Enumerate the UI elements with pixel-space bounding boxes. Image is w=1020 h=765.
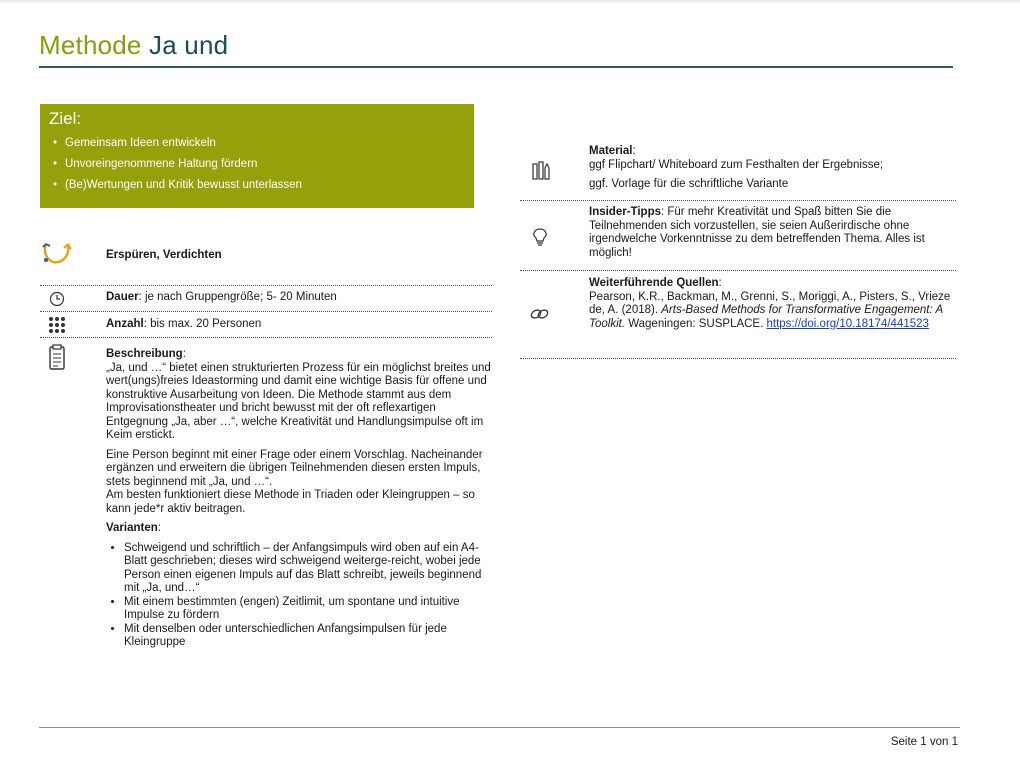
title-part-2: Ja und [141,30,229,60]
divider [40,337,492,338]
goal-heading: Ziel: [49,109,82,128]
count-label: Anzahl [106,318,144,330]
title-rule [39,66,953,68]
material-text: Material: ggf Flipchart/ Whiteboard zum Festhalten der Ergebnisse; ggf. Vorlage für die schriftliche Variante [589,145,956,192]
description-paragraph: „Ja, und …“ bietet einen strukturierten Prozess für ein möglichst breites und wert(ungs)freies Ideastorming und damit eine wichtige Basis für offene und konstruktive Ausarbeitung von Ideen. Die Methode stammt aus dem Improvisationstheater und bricht bewusst mit der oft reflexartigen Entgegnung „Ja, aber …“, welche Kreativität und Handlungsimpulse oft im Keim erstickt. [106,361,491,441]
count-row [40,314,492,336]
goal-list [49,133,465,196]
cycle-arrows-icon [40,238,74,273]
chain-link-icon [520,306,560,327]
divider [520,358,956,359]
clipboard-icon [40,344,74,377]
duration-row [40,288,492,310]
description-label: Beschreibung [106,348,183,360]
page-shadow [0,0,1020,4]
material-label: Material [589,145,633,157]
divider [520,270,956,271]
clock-icon [40,290,74,313]
sources-label: Weiterführende Quellen [589,277,719,289]
goal-item: • (Be)Wertungen und Kritik bewusst unterlassen [53,179,302,191]
page-number: Seite 1 von 1 [890,736,958,748]
duration-label: Dauer [106,291,139,303]
goal-item: • Gemeinsam Ideen entwickeln [53,137,216,149]
title-part-1: Methode [39,30,142,60]
phase-text: Erspüren, Verdichten [106,249,222,261]
description-block [106,348,494,650]
sources-row [520,274,956,356]
goal-item: • Unvoreingenommene Haltung fördern [53,158,258,170]
footer-rule [39,727,960,728]
sources-title: Arts-Based Methods for Transformative Engagement: A Toolkit. [589,304,943,330]
variants-heading: Varianten: [106,522,161,534]
material-row [520,142,956,198]
lightbulb-icon [520,228,560,251]
variant-item: • Mit einem bestimmten (engen) Zeitlimit, um spontane und intuitive Impulse zu fördern [124,596,494,623]
description-paragraph: Am besten funktioniert diese Methode in Triaden oder Kleingruppen – so kann jede*r aktiv beitragen. [106,489,475,515]
count-text [106,317,492,331]
doi-link[interactable]: https://doi.org/10.18174/441523 [766,317,929,330]
tips-text: Insider-Tipps: Für mehr Kreativität und Spaß bitten Sie die Teilnehmenden sich vorzustellen, sie seien Außerirdische ohne irgendwelche Vorkenntnisse zu dem betreffenden Thema. Alles ist möglich! [589,206,925,259]
marker-tools-icon [520,160,560,187]
tips-label: Insider-Tipps [589,206,661,218]
page-title [39,30,228,61]
description-paragraph: Eine Person beginnt mit einer Frage oder einem Vorschlag. Nacheinander ergänzen und erweitern die übrigen Teilnehmenden diesen ersten Impuls, stets beginnend mit „Ja, und …“. [106,448,483,488]
material-line: ggf Flipchart/ Whiteboard zum Festhalten der Ergebnisse; [589,158,884,171]
goal-box [40,104,474,208]
phase-row [40,238,492,268]
sources-citation: Pearson, K.R., Backman, M., Grenni, S., Moriggi, A., Pisters, S., Vrieze de, A. (2018). Arts-Based Methods for Transformative Engagement: A Toolkit. Wageningen: SUSPLACE. https://doi.org/10.18174/441523 [589,290,951,330]
divider [40,285,492,286]
duration-text [106,290,492,304]
variant-item: • Schweigend und schriftlich – der Anfangsimpuls wird oben auf ein A4-Blatt geschrieben; dieses wird schweigend weiterge-reicht, wobei jede Person einen eigenen Impuls auf das Blatt schreibt, jeweils beginnend mit „Ja, und…“ [124,542,494,596]
variant-item: • Mit denselben oder unterschiedlichen Anfangsimpulsen für jede Kleingruppe [124,623,494,650]
count-value: : bis max. 20 Personen [143,318,262,330]
divider [520,200,956,201]
material-line: ggf. Vorlage für die schriftliche Variante [589,178,789,190]
divider [40,311,492,312]
tips-row [520,203,956,269]
duration-value: : je nach Gruppengröße; 5- 20 Minuten [138,291,337,303]
sources-text: Weiterführende Quellen: Pearson, K.R., Backman, M., Grenni, S., Moriggi, A., Pisters, S., Vrieze de, A. (2018). Arts-Based Methods for Transformative Engagement: A Toolkit. Wageningen: SUSPLACE. https://doi.org/10.18174/441523 [589,277,956,331]
variants-list [106,542,494,650]
description-heading: Beschreibung: [106,348,186,360]
variants-label: Varianten [106,522,158,534]
